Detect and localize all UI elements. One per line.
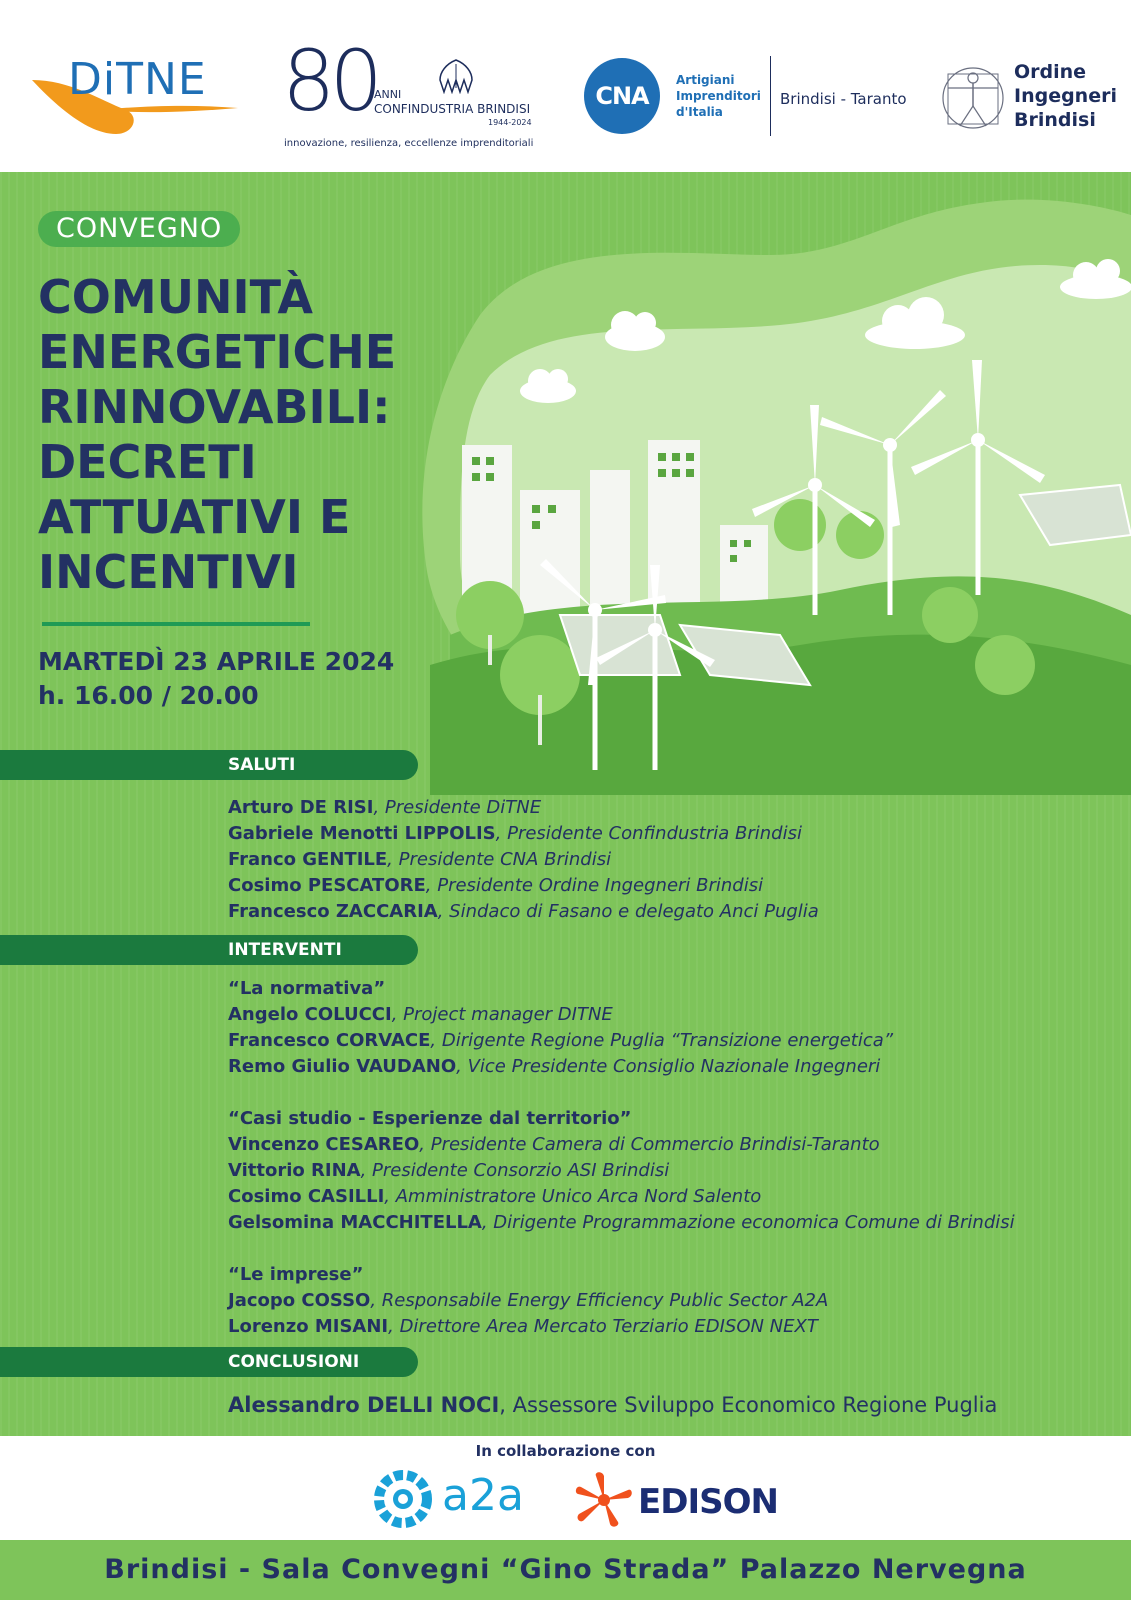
list-item <box>228 873 819 899</box>
ordine-name <box>1014 60 1117 132</box>
speaker-name: Vittorio RINA <box>228 1160 361 1181</box>
list-item <box>228 899 819 925</box>
event-datetime <box>38 645 394 713</box>
section-band-saluti <box>0 750 418 780</box>
anniversary-number: 80 <box>282 32 377 130</box>
section-band-conclusioni <box>0 1347 418 1377</box>
speaker-name: Gabriele Menotti LIPPOLIS <box>228 823 496 844</box>
ditne-logo <box>30 48 250 138</box>
speaker-role: , Direttore Area Mercato Terziario EDISON NEXT <box>388 1316 818 1337</box>
speaker-name: Franco GENTILE <box>228 849 388 870</box>
cna-divider <box>770 56 771 136</box>
section-title: CONCLUSIONI <box>228 1352 360 1372</box>
list-item <box>228 847 819 873</box>
speaker-name: Remo Giulio VAUDANO <box>228 1056 457 1077</box>
speaker-name: Vincenzo CESAREO <box>228 1134 420 1155</box>
cna-line-2: Imprenditori <box>676 89 761 103</box>
speaker-role: , Presidente Confindustria Brindisi <box>495 823 802 844</box>
spacer <box>228 1236 1015 1262</box>
speaker-role: , Responsabile Energy Efficiency Public Sector A2A <box>370 1290 829 1311</box>
a2a-wordmark: a2a <box>442 1470 524 1521</box>
title-line: INCENTIVI <box>38 545 299 599</box>
list-item <box>228 1054 1015 1080</box>
speaker-name: Jacopo COSSO <box>228 1290 371 1311</box>
edison-logo <box>574 1472 778 1532</box>
event-date: MARTEDÌ 23 APRILE 2024 <box>38 647 395 676</box>
cna-association <box>676 72 776 120</box>
speaker-name: Alessandro DELLI NOCI <box>228 1393 500 1417</box>
list-item <box>228 1028 1015 1054</box>
speaker-name: Gelsomina MACCHITELLA <box>228 1212 482 1233</box>
interventi-list <box>228 976 1015 1340</box>
speaker-role: , Assessore Sviluppo Economico Regione Puglia <box>499 1393 998 1417</box>
list-item <box>228 1132 1015 1158</box>
speaker-role: , Presidente Consorzio ASI Brindisi <box>360 1160 670 1181</box>
list-item <box>228 1210 1015 1236</box>
speaker-role: , Sindaco di Fasano e delegato Anci Puglia <box>437 901 819 922</box>
list-item <box>228 1158 1015 1184</box>
title-line: COMUNITÀ <box>38 270 314 324</box>
cna-line-1: Artigiani <box>676 73 735 87</box>
cna-badge: CNA <box>584 58 660 134</box>
ordine-ingegneri-logo <box>940 58 1120 138</box>
title-line: ENERGETICHE <box>38 325 397 379</box>
speaker-role: , Amministratore Unico Arca Nord Salento <box>384 1186 762 1207</box>
confindustria-years: 1944-2024 <box>488 118 532 127</box>
list-item <box>228 795 819 821</box>
title-line: DECRETI <box>38 435 257 489</box>
speaker-role: , Dirigente Regione Puglia “Transizione energetica” <box>430 1030 894 1051</box>
header-logos <box>0 0 1131 172</box>
speaker-role: , Presidente Camera di Commercio Brindisi-Taranto <box>419 1134 880 1155</box>
cna-logo <box>584 56 907 140</box>
confindustria-80-logo <box>282 32 552 155</box>
topic-heading: “La normativa” <box>228 978 386 999</box>
title-divider <box>42 622 310 626</box>
speaker-name: Lorenzo MISANI <box>228 1316 389 1337</box>
section-title: INTERVENTI <box>228 940 342 960</box>
ordine-line-2: Ingegneri <box>1014 85 1117 107</box>
spacer <box>228 1080 1015 1106</box>
confindustria-eagle-icon <box>436 58 476 94</box>
a2a-logo <box>372 1468 532 1530</box>
title-line: ATTUATIVI E <box>38 490 351 544</box>
anni-label: ANNI <box>374 88 402 101</box>
event-type-badge: CONVEGNO <box>38 211 240 247</box>
speaker-role: , Presidente CNA Brindisi <box>387 849 612 870</box>
sponsors-label: In collaborazione con <box>475 1442 656 1460</box>
event-title <box>38 270 458 600</box>
ordine-line-1: Ordine <box>1014 61 1087 83</box>
speaker-name: Francesco CORVACE <box>228 1030 431 1051</box>
cna-city: Brindisi - Taranto <box>780 90 907 108</box>
event-time: h. 16.00 / 20.00 <box>38 681 259 710</box>
speaker-role: , Dirigente Programmazione economica Comune di Brindisi <box>481 1212 1015 1233</box>
green-energy-illustration <box>420 195 1131 795</box>
section-band-interventi <box>0 935 418 965</box>
saluti-list <box>228 795 819 925</box>
a2a-ring-icon <box>372 1468 434 1530</box>
list-item <box>228 1314 1015 1340</box>
edison-wordmark: EDISON <box>638 1482 778 1522</box>
ditne-wordmark: DiTNE <box>68 54 207 105</box>
speaker-name: Cosimo PESCATORE <box>228 875 426 896</box>
conclusioni-speaker <box>228 1390 997 1420</box>
speaker-role: , Vice Presidente Consiglio Nazionale Ingegneri <box>456 1056 881 1077</box>
list-item <box>228 1002 1015 1028</box>
list-item <box>228 1184 1015 1210</box>
speaker-name: Angelo COLUCCI <box>228 1004 392 1025</box>
ordine-line-3: Brindisi <box>1014 109 1096 131</box>
list-item <box>228 1288 1015 1314</box>
venue-footer <box>0 1540 1131 1600</box>
speaker-role: , Project manager DITNE <box>391 1004 613 1025</box>
confindustria-name: CONFINDUSTRIA BRINDISI <box>374 102 531 116</box>
list-item <box>228 821 819 847</box>
speaker-role: , Presidente DiTNE <box>373 797 542 818</box>
speaker-name: Arturo DE RISI <box>228 797 374 818</box>
section-title: SALUTI <box>228 755 296 775</box>
topic-heading: “Le imprese” <box>228 1264 364 1285</box>
venue-text: Brindisi - Sala Convegni “Gino Strada” Palazzo Nervegna <box>104 1554 1027 1585</box>
title-line: RINNOVABILI: <box>38 380 391 434</box>
confindustria-tagline: innovazione, resilienza, eccellenze imprenditoriali <box>284 138 534 149</box>
edison-spark-icon <box>574 1472 634 1528</box>
cna-line-3: d'Italia <box>676 105 723 119</box>
speaker-role: , Presidente Ordine Ingegneri Brindisi <box>425 875 764 896</box>
vitruvian-man-icon <box>940 60 1006 132</box>
speaker-name: Cosimo CASILLI <box>228 1186 385 1207</box>
speaker-name: Francesco ZACCARIA <box>228 901 438 922</box>
topic-heading: “Casi studio - Esperienze dal territorio” <box>228 1108 632 1129</box>
